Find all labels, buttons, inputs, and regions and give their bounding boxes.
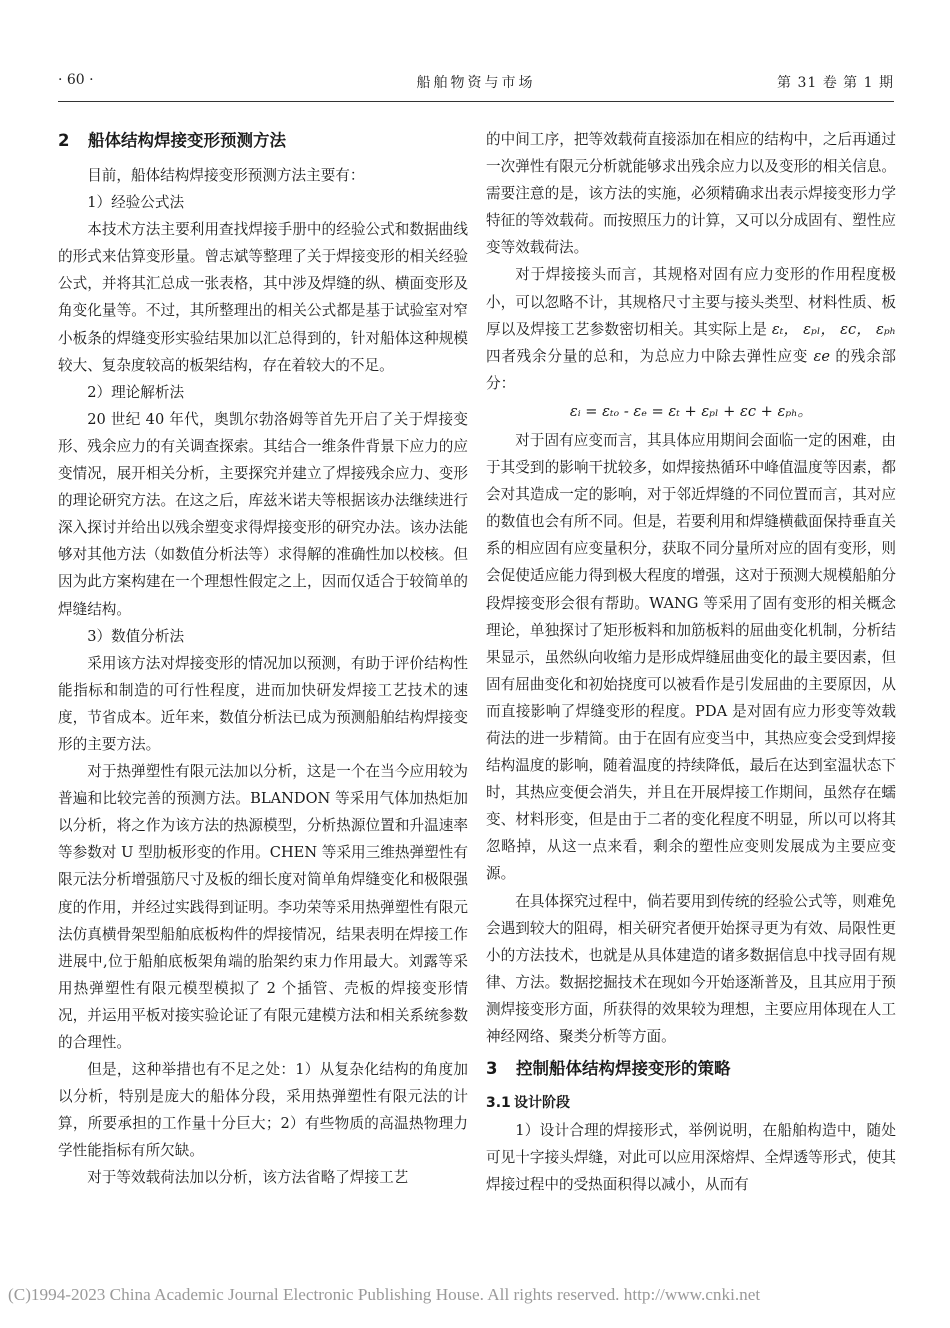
- item-heading: 1）经验公式法: [87, 194, 185, 212]
- equation: εᵢ = εₜₒ - εₑ = εₜ + εₚₗ + εc + εₚₕ。: [569, 402, 813, 420]
- left-column: [58, 122, 468, 1192]
- section-number: 3: [486, 1059, 498, 1079]
- paragraph: 在具体探究过程中，倘若要用到传统的经验公式等，则难免会遇到较大的阻碍，相关研究者便开始探寻更为有效、局限性更小的方法技术，也就是从具体建造的诸多数据信息中找寻固有规律、方法。数据挖掘技术在现如今开始逐渐普及，且其应用于预测焊接变形方面，所获得的效果较为理想，主要应用体现在人工神经网络、聚类分析等方面。: [486, 892, 896, 1045]
- text-run: 的残余部分：: [486, 347, 896, 392]
- strain-symbol: εe: [813, 347, 830, 365]
- paragraph: 采用该方法对焊接变形的情况加以预测，有助于评价结构性能指标和制造的可行性程度，进而加快研发焊接工艺技术的速度，节省成本。近年来，数值分析法已成为预测船舶结构焊接变形的主要方法。: [58, 654, 468, 753]
- item-heading: 2）理论解析法: [87, 383, 185, 401]
- running-header: [58, 70, 894, 94]
- paragraph: 目前，船体结构焊接变形预测方法主要有：: [87, 167, 365, 184]
- text-run: 对于焊接接头而言，其规格对固有应力变形的作用程度极小，可以忽略不计，其规格尺寸主要与接头类型、材料性质、板厚以及焊接工艺参数密切相关。其实际上是: [486, 266, 896, 338]
- item-heading: 3）数值分析法: [87, 627, 185, 645]
- text-run: 四者残余分量的总和，为总应力中除去弹性应变: [486, 347, 814, 365]
- paragraph: 对于等效载荷法加以分析，该方法省略了焊接工艺: [87, 1169, 409, 1187]
- paragraph: 对于固有应变而言，其具体应用期间会面临一定的困难，由于其受到的影响干扰较多，如焊接热循环中峰值温度等因素，都会对其造成一定的影响，对于邻近焊缝的不同位置而言，其对应的数值也会有所不同。但是，若要利用和焊缝横截面保持垂直关系的相应固有应变量积分，获取不同分量所对应的固有变形，则会促使适应能力得到极大程度的增强，这对于预测大规模船舶分段焊接变形会很有帮助。WANG 等采用了固有变形的相关概念理论，单独探讨了矩形板料和加筋板料的屈曲变化机制，分析结果显示，虽然纵向收缩力是形成焊缝屈曲变化的最主要因素，但固有屈曲变化和初始挠度可以被看作是引发屈曲的主要原因，从而直接影响了焊缝变形的程度。PDA 是对固有应力形变等效载荷法的进一步精简。由于在固有应变当中，其热应变会受到焊接结构温度的影响，随着温度的持续降低，最后在达到室温状态下时，其热应变便会消失，并且在开展焊接工作期间，虽然存在蠕变、材料形变，但是由于二者的变化程度不明显，所以可以将其忽略掉，从这一点来看，剩余的塑性应变则发展成为主要应变源。: [486, 431, 896, 883]
- section-2-heading: [58, 126, 468, 156]
- subsection-number: 3.1: [486, 1095, 511, 1112]
- volume-issue: 第 31 卷 第 1 期: [777, 75, 894, 91]
- copyright-footer: (C)1994-2023 China Academic Journal Electronic Publishing House. All rights reserved. http://www.cnki.net: [8, 1285, 761, 1304]
- subsection-title: 设计阶段: [514, 1095, 570, 1112]
- paragraph: 本技术方法主要利用查找焊接手册中的经验公式和数据曲线的形式来估算变形量。曾志斌等整理了关于焊接变形的相关经验公式，并将其汇总成一张表格，其中涉及焊缝的纵、横面变形及角变化量等。不过，其所整理出的相关公式都是基于试验室对窄小板条的焊缝变形实验结果加以汇总得到的，针对船体这种规模较大、复杂度较高的板架结构，存在着较大的不足。: [58, 221, 468, 374]
- section-3-heading: [486, 1054, 896, 1084]
- header-rule: [58, 101, 894, 102]
- paragraph: 但是，这种举措也有不足之处：1）从复杂化结构的角度加以分析，特别是庞大的船体分段，采用热弹塑性有限元法的计算，所要承担的工作量十分巨大；2）有些物质的高温热物理力学性能指标有所欠缺。: [58, 1061, 468, 1160]
- right-column: [486, 126, 896, 1198]
- paragraph: 对于热弹塑性有限元法加以分析，这是一个在当今应用较为普遍和比较完善的预测方法。BLANDON 等采用气体加热炬加以分析，将之作为该方法的热源模型，分析热源位置和升温速率等参数对 U 型肋板形变的作用。CHEN 等采用三维热弹塑性有限元法分析增强筋尺寸及板的细长度对简单角焊缝变化和极限强度的作用，并经过实践得到证明。李功荣等采用热弹塑性有限元法仿真横骨架型船舶底板构件的焊接情况，结果表明在焊接工作进展中,位于船舶底板架角端的胎架约束力作用最大。刘露等采用热弹塑性有限元模型模拟了 2 个插管、壳板的焊接变形情况，并运用平板对接实验论证了有限元建模方法和相关系统参数的合理性。: [58, 763, 468, 1051]
- journal-name: 船舶物资与市场: [416, 75, 536, 91]
- section-title: 控制船体结构焊接变形的策略: [516, 1059, 731, 1079]
- paragraph: 的中间工序，把等效载荷直接添加在相应的结构中，之后再通过一次弹性有限元分析就能够求出残余应力以及变形的相关信息。需要注意的是，该方法的实施，必须精确求出表示焊接变形力学特征的等效载荷。而按照压力的计算，又可以分成固有、塑性应变等效载荷法。: [486, 131, 896, 257]
- subsection-3-1-heading: [486, 1090, 896, 1117]
- paragraph: 20 世纪 40 年代，奥凯尔勃洛姆等首先开启了关于焊接变形、残余应力的有关调查探索。其结合一维条件背景下应力的应变情况，展开相关分析，主要探究并建立了焊接残余应力、变形的理论研究方法。在这之后，库兹米诺夫等根据该办法继续进行深入探讨并给出以残余塑变求得焊接变形的研究办法。该办法能够对其他方法（如数值分析法等）求得解的准确性加以校核。但因为此方案构建在一个理想性假定之上，因而仅适合于较简单的焊缝结构。: [58, 410, 468, 618]
- section-title: 船体结构焊接变形预测方法: [88, 131, 286, 150]
- paragraph: [486, 261, 896, 396]
- strain-symbols: εₜ， εₚₗ， εc， εₚₕ: [771, 320, 896, 338]
- section-number: 2: [58, 131, 70, 150]
- page-number: · 60 ·: [58, 72, 94, 88]
- paragraph: 1）设计合理的焊接形式，举例说明，在船舶构造中，随处可见十字接头焊缝，对此可以应用深熔焊、全焊透等形式，使其焊接过程中的受热面积得以减小，从而有: [486, 1122, 896, 1194]
